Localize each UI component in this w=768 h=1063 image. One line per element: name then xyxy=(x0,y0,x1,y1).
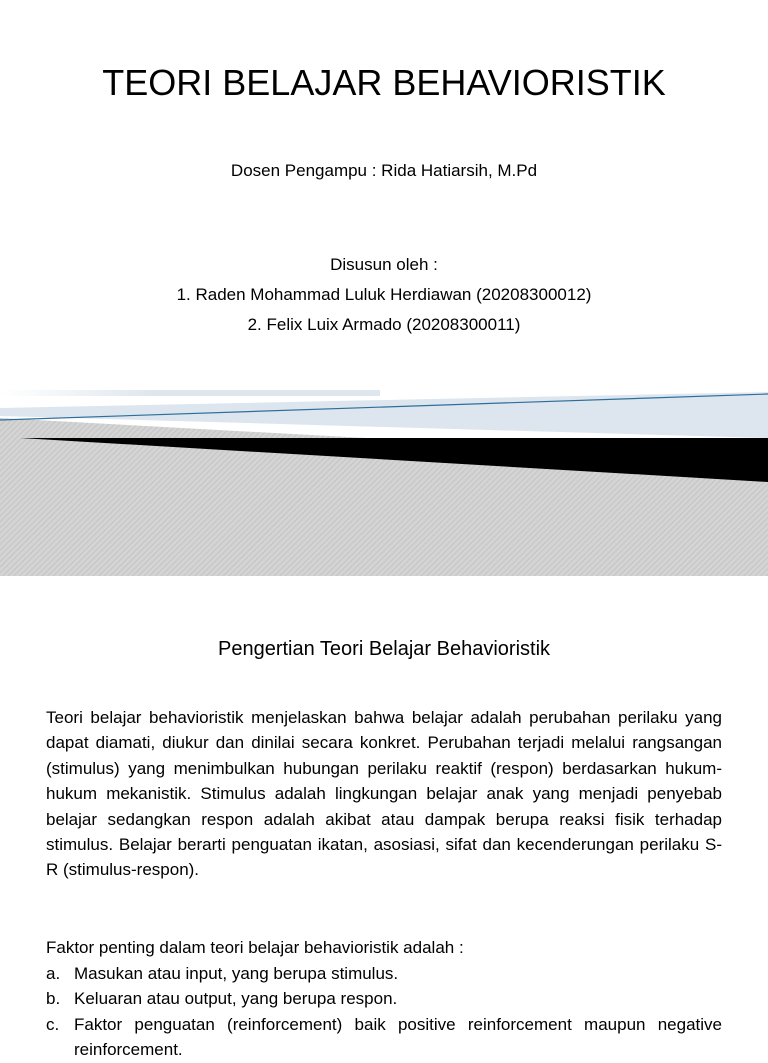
decorative-banner xyxy=(0,380,768,576)
slide-title: TEORI BELAJAR BEHAVIORISTIK xyxy=(102,62,666,103)
list-item-text: Masukan atau input, yang berupa stimulus. xyxy=(74,964,399,983)
list-marker: b. xyxy=(46,989,61,1009)
list-marker: c. xyxy=(46,1014,60,1034)
author-item: 2. Felix Luix Armado (20208300011) xyxy=(247,315,521,334)
list-marker: a. xyxy=(46,964,61,983)
author-item: 1. Raden Mohammad Luluk Herdiawan (20208300012) xyxy=(176,285,592,304)
list-item-text: Keluaran atau output, yang berupa respon. xyxy=(74,989,398,1009)
content-slide xyxy=(0,576,768,1060)
banner-top-line xyxy=(0,390,380,396)
definition-paragraph: Teori belajar behavioristik menjelaskan bahwa belajar adalah perubahan perilaku yang dapat diamati, diukur dan dinilai secara konkret. Perubahan terjadi melalui rangsangan (stimulus) yang menimbulkan hubungan perilaku reaktif (respon) berdasarkan hukum-hukum mekanistik. Stimulus adalah lingkungan belajar anak yang menjadi penyebab belajar sedangkan respon adalah akibat atau dampak berupa reaksi fisik terhadap stimulus. Belajar berarti penguatan ikatan, asosiasi, sifat dan kecenderungan perilaku S-R (stimulus-respon). xyxy=(46,708,722,880)
lecturer-line: Dosen Pengampu : Rida Hatiarsih, M.Pd xyxy=(230,161,538,180)
factors-intro: Faktor penting dalam teori belajar behavioristik adalah : xyxy=(46,938,464,957)
list-item xyxy=(46,1012,722,1063)
factors-list xyxy=(46,961,722,1063)
list-item xyxy=(46,961,722,986)
list-item-text: Faktor penguatan (reinforcement) baik positive reinforcement maupun negative reinforcement. xyxy=(74,1014,722,1060)
authors-block xyxy=(0,250,768,340)
section-heading: Pengertian Teori Belajar Behavioristik xyxy=(217,638,551,660)
compiled-by-label: Disusun oleh : xyxy=(330,255,438,274)
list-item xyxy=(46,986,722,1011)
